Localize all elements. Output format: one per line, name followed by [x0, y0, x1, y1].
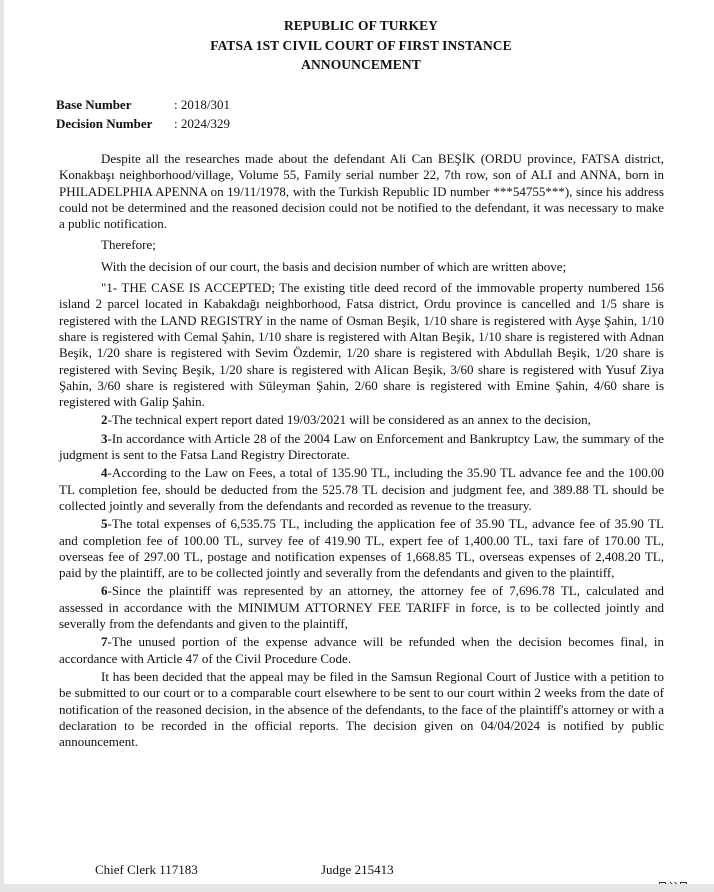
- item-number: 2: [101, 412, 108, 428]
- item-6-paragraph: [59, 583, 664, 632]
- therefore-paragraph: Therefore;: [101, 237, 156, 253]
- item-5-paragraph: [59, 516, 664, 581]
- item-number: 4: [101, 465, 108, 481]
- closing-paragraph: It has been decided that the appeal may be filed in the Samsun Regional Court of Justice with a petition to be submitted to our court or to a comparable court elsewhere to be sent to our court within 2 weeks from the date of notification of the reasoned decision, in the absence of the defendants, to the face of the plaintiff's attorney or with a declaration to be recorded in the official reports. The decision given on 04/04/2024 is notified by public announcement.: [59, 668, 664, 750]
- decision-number-label: Decision Number: [56, 116, 153, 131]
- case-metadata: [56, 95, 230, 133]
- item-number: 6: [101, 583, 108, 599]
- header-country: REPUBLIC OF TURKEY: [283, 18, 439, 33]
- item-text: -In accordance with Article 28 of the 2004 Law on Enforcement and Bankruptcy Law, the summary of the judgment is sent to the Fatsa Land Registry Directorate.: [59, 430, 664, 463]
- item-text: -The total expenses of 6,535.75 TL, including the application fee of 35.90 TL, advance fee of 35.90 TL and completion fee of 100.00 TL, survey fee of 419.90 TL, expert fee of 1,400.00 TL, taxi fare of 170.00 TL, overseas fee of 297.00 TL, postage and notification expenses of 1,668.85 TL, overseas expenses of 2,408.20 TL, paid by the plaintiff, are to be collected jointly and severally from the defendants and given to the plaintiff,: [59, 516, 664, 581]
- item-number: 5: [101, 516, 108, 532]
- item-4-paragraph: [59, 465, 664, 514]
- document-header: [4, 16, 714, 75]
- base-number-row: [56, 95, 230, 114]
- item-1-paragraph: "1- THE CASE IS ACCEPTED; The existing title deed record of the immovable property numbered 156 island 2 parcel located in Kabakdağı neighborhood, Fatsa district, Ordu province is cancelled and 1/5 share is registered with the LAND REGISTRY in the name of Osman Beşik, 1/10 share is registered with Ayşe Şahin, 1/10 share is registered with Cemal Şahin, 1/10 share is registered with Altan Beşik, 1/10 share is registered with Adnan Beşik, 1/20 share is registered with Sevim Özdemir, 1/20 share is registered with Abdullah Beşik, 1/20 share is registered with Sevinç Beşik, 1/20 share is registered with Alican Beşik, 3/60 share is registered with Yusuf Ziya Şahin, 3/60 share is registered with Süleyman Şahin, 2/60 share is registered with Emine Şahin, 4/60 share is registered with Galip Şahin.: [59, 280, 664, 410]
- item-3-paragraph: [59, 431, 664, 464]
- item-text: -The unused portion of the expense advance will be refunded when the decision becomes final, in accordance with Article 47 of the Civil Procedure Code.: [59, 634, 664, 666]
- item-text: -Since the plaintiff was represented by an attorney, the attorney fee of 7,696.78 TL, calculated and assessed in accordance with the MINIMUM ATTORNEY FEE TARIFF in force, is to be collected jointly and severally from the defendants and given to the plaintiff,: [59, 583, 664, 632]
- item-7-paragraph: [59, 634, 664, 667]
- intro-paragraph: Despite all the researches made about the defendant Ali Can BEŞİK (ORDU province, FATSA district, Konakbaşı neighborhood/village, Volume 55, Family serial number 22, 7th row, son of ALI and ANNA, born in PHILADELPHIA APENNA on 19/11/1978, with the Turkish Republic ID number ***54755***), since his address could not be determined and the reasoned decision could not be notified to the defendant, it was necessary to make a public notification.: [59, 151, 664, 232]
- item-number: 7: [101, 634, 108, 650]
- signature-block: [95, 862, 394, 878]
- document-body: [59, 151, 664, 755]
- item-number: 3: [101, 430, 108, 446]
- decision-number-row: [56, 114, 230, 133]
- with-decision-paragraph: With the decision of our court, the basis and decision number of which are written above;: [101, 258, 567, 274]
- header-title: ANNOUNCEMENT: [301, 57, 421, 72]
- chief-clerk-signature: Chief Clerk 117183: [95, 862, 198, 877]
- base-number-value: : 2018/301: [174, 97, 230, 112]
- base-number-label: Base Number: [56, 97, 132, 112]
- decision-number-value: : 2024/329: [174, 116, 230, 131]
- item-2-paragraph: [59, 412, 664, 428]
- item-text: -The technical expert report dated 19/03/2021 will be considered as an annex to the decision,: [107, 412, 591, 428]
- document-page: [4, 0, 714, 884]
- header-court: FATSA 1ST CIVIL COURT OF FIRST INSTANCE: [210, 37, 512, 53]
- judge-signature: Judge 215413: [321, 862, 394, 877]
- item-text: -According to the Law on Fees, a total of 135.90 TL, including the 35.90 TL advance fee and the 100.00 TL completion fee, should be deducted from the 525.78 TL decision and judgment fee, and 389.88 TL should be collected jointly and severally from the defendants and recorded as revenue to the treasury.: [59, 465, 664, 513]
- page-bottom-edge: [0, 884, 714, 892]
